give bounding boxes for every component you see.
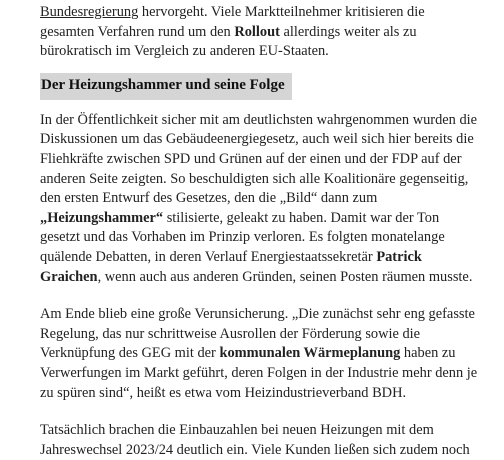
paragraph-1 bbox=[40, 111, 480, 287]
paragraph-1-bold-heizungshammer: „Heizungshammer“ bbox=[40, 209, 164, 226]
paragraph-2 bbox=[40, 305, 480, 403]
paragraph-2-bold-waermeplanung: kommunalen Wärmeplanung bbox=[219, 345, 401, 362]
paragraph-1-text-3: , wenn auch aus anderen Gründen, seinen Posten räumen musste. bbox=[97, 268, 473, 285]
paragraph-3-text-1: Tatsächlich brachen die Einbauzahlen bei neuen Heizungen mit dem Jahreswechsel 2023/24 deutlich ein. Viele Kunden ließen sich zudem noch bbox=[40, 422, 470, 458]
intro-paragraph bbox=[40, 3, 480, 62]
section-heading-box bbox=[40, 73, 292, 100]
article-body bbox=[40, 0, 480, 460]
paragraph-1-text-2: stilisierte, geleakt zu haben. Damit war der Ton gesetzt und das Vorhaben im Prinzip verloren. Es folgten monatelange quälende Debatten, in deren Verlauf Energiestaatssekretär bbox=[40, 209, 445, 265]
paragraph-2-text-1: Am Ende blieb eine große Verunsicherung. „Die zunächst sehr eng gefasste Regelung, das nur schrittweise Ausrollen der Förderung sowie die Verknüpfung des GEG mit der bbox=[40, 306, 475, 362]
paragraph-3 bbox=[40, 421, 480, 460]
intro-text-1: hervorgeht. Viele Marktteilnehmer kritisieren die gesamten Verfahren rund um den bbox=[40, 4, 425, 40]
paragraph-1-bold-graichen: Patrick Graichen bbox=[40, 248, 422, 285]
intro-bold-rollout: Rollout bbox=[234, 23, 280, 40]
paragraph-2-text-2: haben zu Verwerfungen im Markt geführt, deren Folgen in der Industrie mehr denn je zu spüren sind“, heißt es etwa vom Heizindustrieverband BDH. bbox=[40, 345, 478, 401]
paragraph-1-text-1: In der Öffentlichkeit sicher mit am deutlichsten wahrgenommen wurden die Diskussionen um das Gebäudeenergiegesetz, auch weil sich hier bereits die Fliehkräfte zwischen SPD und Grünen auf der einen und der FDP auf der anderen Seite zeigten. So beschuldigten sich alle Koalitionäre gegenseitig, den ersten Entwurf des Gesetzes, den die „Bild“ dann zum bbox=[40, 111, 478, 207]
intro-text-2: allerdings weiter als zu bürokratisch im Vergleich zu anderen EU-Staaten. bbox=[40, 23, 417, 60]
section-heading: Der Heizungshammer und seine Folge bbox=[41, 77, 285, 94]
bundesregierung-link[interactable]: Bundesregierung bbox=[40, 4, 139, 20]
